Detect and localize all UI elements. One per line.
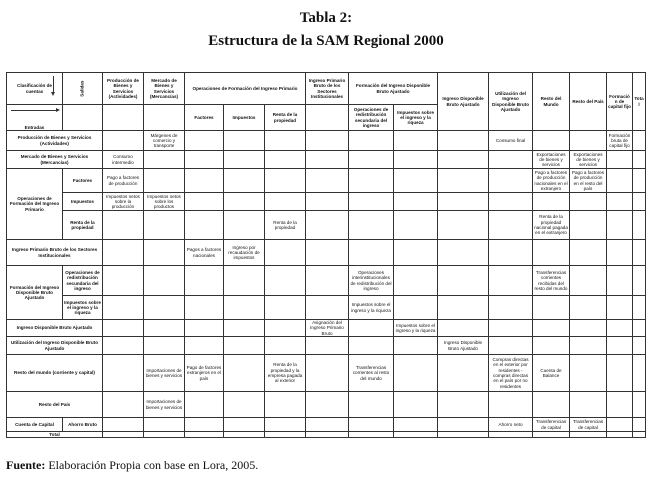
row-sublabel-factores: Factores xyxy=(63,169,103,193)
cell-pago-factores-ext: Pago de factores extranjeros en el país xyxy=(185,355,224,392)
header-empty xyxy=(306,105,349,131)
header-resto-pais: Resto del País xyxy=(570,73,607,131)
header-mercado: Mercado de Bienes y Servicios (Mercancías) xyxy=(144,73,185,105)
source-label: Fuente: xyxy=(6,458,46,472)
header-empty xyxy=(144,105,185,131)
table-row xyxy=(7,169,646,193)
cell-renta-nacional: Renta de la propiedad nacional pagada en el extranjero xyxy=(533,211,570,240)
header-empty xyxy=(63,105,103,131)
cell-asignacion: Asignación del Ingreso Primario Bruto xyxy=(306,320,349,337)
cell-imp-prod: Impuestos netos sobre la producción xyxy=(103,193,144,211)
table-row xyxy=(7,296,646,320)
row-label-mercado: Mercado de Bienes y Servicios (Mercancías) xyxy=(7,151,103,169)
table-row xyxy=(7,193,646,211)
cell-pago-factores-resto: Pago a factores de producción en el resto del país xyxy=(570,169,607,193)
cell-transf-capital-2: Transferencias de capital xyxy=(570,418,607,432)
header-utilizacion: Utilización del Ingreso Disponible Bruto Ajustado xyxy=(489,73,533,131)
cell-transf-resto: Transferencias corrientes al resto del mundo xyxy=(349,355,394,392)
table-row xyxy=(7,266,646,296)
cell-pago-factores: Pago a factores de producción xyxy=(103,169,144,193)
header-impuestos-ingreso: Impuestos sobre el ingreso y la riqueza xyxy=(394,105,438,131)
cell-pagos-factores: Pagos a factores nacionales xyxy=(185,240,224,266)
row-label-operaciones: Operaciones de Formación del Ingreso Primario xyxy=(7,169,63,240)
header-formacion-capital: Formación de capital fijo xyxy=(607,73,633,131)
row-label-total: Total xyxy=(7,432,103,438)
table-row xyxy=(7,320,646,337)
header-produccion: Producción de Bienes y Servicios (Actividades) xyxy=(103,73,144,105)
cell-imp-productos: Impuestos netos sobre los productos xyxy=(144,193,185,211)
table-title: Estructura de la SAM Regional 2000 xyxy=(208,33,444,49)
cell-exportaciones-2: Exportaciones de bienes y servicios xyxy=(570,151,607,169)
cell-ahorro-neto: Ahorro neto xyxy=(489,418,533,432)
cell-ingreso-disp: Ingreso Disponible Bruto Ajustado xyxy=(438,337,489,355)
row-sublabel-impuestos-ingreso: Impuestos sobre el ingreso y la riqueza xyxy=(63,296,103,320)
header-total: Total xyxy=(633,73,646,131)
source-note xyxy=(6,458,258,473)
cell-renta-propiedad: Renta de la propiedad xyxy=(265,211,306,240)
table-row xyxy=(7,211,646,240)
table-row xyxy=(7,131,646,151)
row-sublabel-op-redistribucion: Operaciones de redistribución secundaria del ingreso xyxy=(63,266,103,296)
cell-imp-ingreso: Impuestos sobre el ingreso y la riqueza xyxy=(349,296,394,320)
cell-importaciones: Importaciones de bienes y servicios xyxy=(144,355,185,392)
cell-renta-prop-empresa: Renta de la propiedad y la empresa pagada al exterior xyxy=(265,355,306,392)
table-row xyxy=(7,418,646,432)
row-label-produccion: Producción de Bienes y Servicios (Actividades) xyxy=(7,131,103,151)
table-row xyxy=(7,151,646,169)
header-operaciones: Operaciones de Formación del Ingreso Primario xyxy=(185,73,306,105)
row-label-ingreso-disponible: Ingreso Disponible Bruto Ajustado xyxy=(7,320,103,337)
row-label-cuenta-capital: Cuenta de Capital xyxy=(7,418,63,432)
table-number: Tabla 2: xyxy=(299,10,353,26)
cell-formacion-bruta: Formación bruta de capital fijo xyxy=(607,131,633,151)
cell-ingreso-recaudacion: Ingreso por recaudación de impuestos xyxy=(224,240,265,266)
header-factores: Factores xyxy=(185,105,224,131)
cell-margenes: Márgenes de comercio y transporte xyxy=(144,131,185,151)
header-renta: Renta de la propiedad xyxy=(265,105,306,131)
cell-exportaciones: Exportaciones de bienes y servicios xyxy=(533,151,570,169)
cell-op-inter: Operaciones interinstitucionales de redistribución del ingreso xyxy=(349,266,394,296)
header-impuestos: Impuestos xyxy=(224,105,265,131)
cell-compras-directas: Compras directas en el exterior por residentes - compras directas en el país por no residentes xyxy=(489,355,533,392)
table-row xyxy=(7,355,646,392)
header-ingreso-primario: Ingreso Primario Bruto de los Sectores Institucionales xyxy=(306,73,349,105)
table-row xyxy=(7,240,646,266)
row-label-utilizacion: Utilización del Ingreso Disponible Bruto Ajustado xyxy=(7,337,103,355)
row-sublabel-renta: Renta de la propiedad xyxy=(63,211,103,240)
table-row xyxy=(7,392,646,418)
cell-pago-factores-extranjero: Pago a factores de producción nacionales en el extranjero xyxy=(534,169,568,191)
table-row xyxy=(7,337,646,355)
source-text: Elaboración Propia con base en Lora, 2005. xyxy=(45,458,259,472)
row-sublabel-impuestos: Impuestos xyxy=(63,193,103,211)
header-salidas: Salidas xyxy=(63,73,103,105)
header-op-redistribucion: Operaciones de redistribución secundaria del ingreso xyxy=(349,105,394,131)
header-entradas: Entradas xyxy=(7,105,63,131)
cell-transferencias-corrientes: Transferencias corrientes recibidas del resto del mundo xyxy=(533,266,570,296)
table-row xyxy=(7,432,646,438)
sam-table xyxy=(6,72,646,438)
row-label-formacion-disponible: Formación del Ingreso Disponible Bruto Ajustado xyxy=(7,266,63,320)
cell-consumo-final: Consumo final xyxy=(489,131,533,151)
header-resto-mundo: Resto del Mundo xyxy=(533,73,570,131)
header-empty xyxy=(103,105,144,131)
cell-importaciones-2: Importaciones de bienes y servicios xyxy=(144,392,185,418)
row-label-resto-mundo: Resto del mundo (corriente y capital) xyxy=(7,355,103,392)
header-ingreso-disponible: Ingreso Disponible Bruto Ajustado xyxy=(438,73,489,131)
cell-ahorro-bruto: Ahorro Bruto xyxy=(63,418,103,432)
header-clasificacion: Clasificación de cuentas xyxy=(7,73,63,105)
row-label-ingreso-primario: Ingreso Primario Bruto de los Sectores Institucionales xyxy=(7,240,103,266)
row-label-resto-pais: Resto del País xyxy=(7,392,103,418)
cell-imp-ingreso-2: Impuestos sobre el ingreso y la riqueza xyxy=(394,320,438,337)
cell-cuenta-balance: Cuenta de Balance xyxy=(533,355,570,392)
header-formacion-disponible: Formación del Ingreso Disponible Bruto Ajustado xyxy=(349,73,438,105)
cell-transf-capital: Transferencias de capital xyxy=(533,418,570,432)
cell-consumo-intermedio: Consumo intermedio xyxy=(103,151,144,169)
